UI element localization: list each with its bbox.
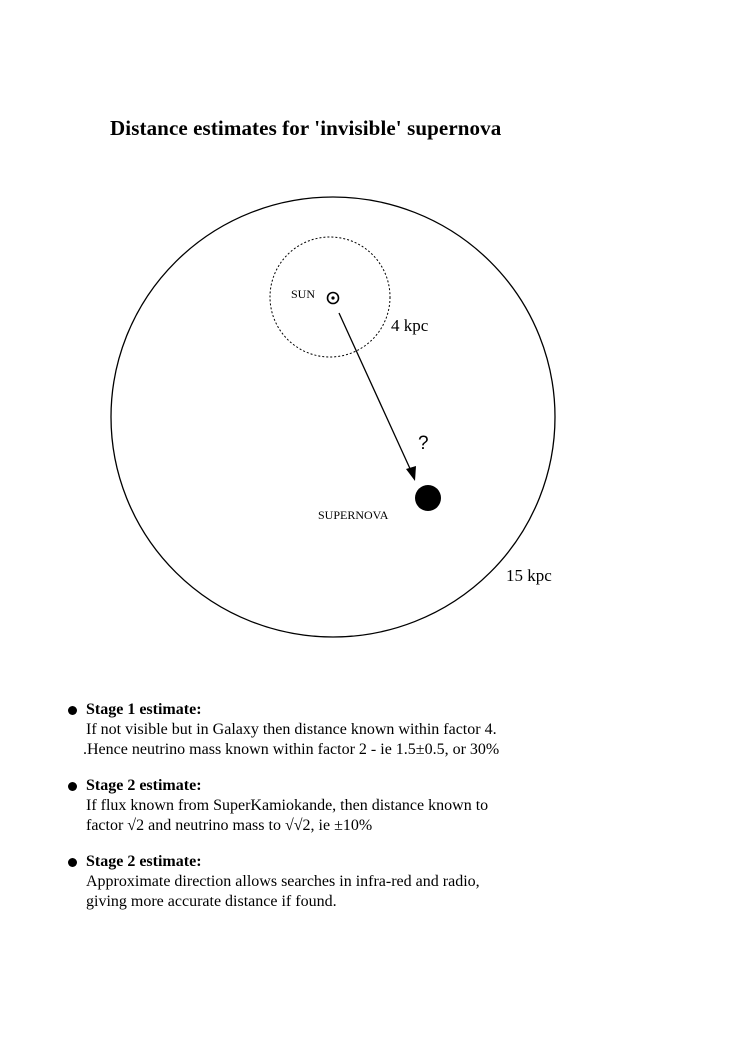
stage-text-line: If flux known from SuperKamiokande, then distance known to xyxy=(86,797,489,814)
stage-text-line: .Hence neutrino mass known within factor 2 - ie 1.5±0.5, or 30% xyxy=(83,741,500,758)
stage-heading: Stage 2 estimate: xyxy=(86,777,202,794)
bullet-icon xyxy=(68,858,77,867)
stage-list xyxy=(66,700,706,928)
stage-text-line: giving more accurate distance if found. xyxy=(86,893,337,910)
stage-item xyxy=(66,852,706,912)
bullet-icon xyxy=(68,782,77,791)
page-title: Distance estimates for 'invisible' supernova xyxy=(110,116,502,140)
stage-text-line: factor √2 and neutrino mass to √√2, ie ±10% xyxy=(86,817,373,834)
local-region-circle xyxy=(270,237,390,357)
sun-icon xyxy=(328,293,339,304)
inner-radius-label: 4 kpc xyxy=(391,316,429,335)
unknown-distance-label: ? xyxy=(418,433,429,454)
outer-radius-label: 15 kpc xyxy=(506,566,552,585)
stage-item xyxy=(66,700,706,760)
direction-arrow xyxy=(339,313,416,481)
supernova-label: SUPERNOVA xyxy=(318,508,389,522)
stage-text-line: If not visible but in Galaxy then distance known within factor 4. xyxy=(86,721,497,738)
stage-heading: Stage 2 estimate: xyxy=(86,853,202,870)
supernova-marker xyxy=(415,485,441,511)
stage-heading: Stage 1 estimate: xyxy=(86,701,202,718)
galaxy-outer-circle xyxy=(111,197,555,637)
bullet-icon xyxy=(68,706,77,715)
stage-text-line: Approximate direction allows searches in infra-red and radio, xyxy=(86,873,480,890)
stage-item xyxy=(66,776,706,836)
sun-label: SUN xyxy=(291,287,316,301)
